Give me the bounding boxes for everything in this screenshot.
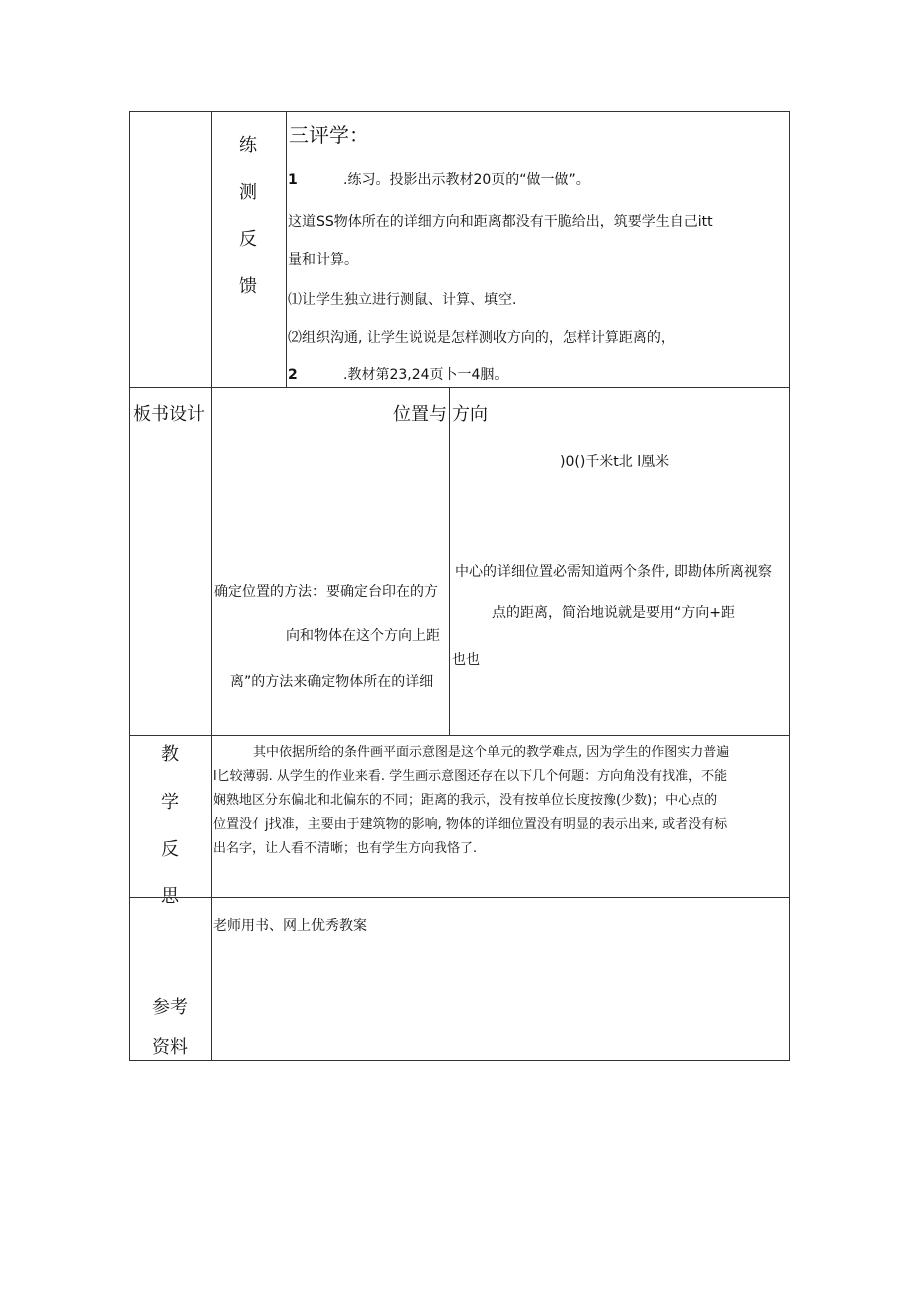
practice-item1-text: .练习。投影出示教材20页的“做一做”。 [343, 172, 590, 188]
row-divider [129, 387, 790, 388]
board-title-right: 方向 [452, 404, 488, 425]
column-divider [211, 111, 212, 1061]
reference-label-line: 资料 [152, 1037, 188, 1058]
practice-line: 这道SS物体所在的详细方向和距离都没有干脆给出，筑要学生自己itt [288, 214, 713, 230]
board-left-line: 向和物体在这个方向上距 [286, 628, 440, 644]
board-right-line: 点的距离，简治地说就是要用“方向+距 [492, 605, 735, 621]
reflection-label-char: 思 [161, 886, 179, 907]
column-divider [449, 387, 450, 735]
reflection-line: 出名字，让人看不清晰；也有学生方向我恪了. [213, 841, 478, 856]
practice-item2-number: 2 [288, 367, 298, 383]
practice-label-char: 测 [239, 182, 257, 203]
practice-line: ⑵组织沟通, 让学生说说是怎样测收方向的，怎样计算距离的， [288, 330, 675, 346]
practice-item1-number: 1 [288, 172, 298, 188]
reflection-label-char: 反 [161, 839, 179, 860]
practice-line: 量和计算。 [288, 252, 358, 268]
reflection-line: 位置没亻j找准，主要由于建筑物的影响, 物体的详细位置没有明显的表示出来, 或者没有标 [213, 817, 728, 832]
practice-label-char: 反 [239, 229, 257, 250]
board-left-line: 离”的方法来确定物体所在的详细 [230, 674, 434, 690]
row-divider [129, 735, 790, 736]
practice-label-char: 练 [239, 135, 257, 156]
board-distance-note: )0()千米t北 l凰米 [560, 454, 670, 470]
reflection-line: l匕较薄弱. 从学生的作业来看. 学生画示意图还存在以下几个何题：方向角没有找准，不能 [213, 769, 728, 784]
board-left-line: 确定位置的方法：要确定台印在的方 [214, 584, 438, 600]
reference-text: 老师用书、网上优秀教案 [213, 918, 367, 934]
column-divider [286, 111, 287, 387]
board-label: 板书设计 [133, 404, 205, 425]
row-divider [129, 897, 790, 898]
reference-label-line: 参考 [152, 997, 188, 1018]
reflection-line: 娴熟地区分东偏北和北偏东的不同；距离的我示，没有按单位长度按豫(少数)；中心点的 [213, 793, 718, 808]
practice-title: 三评学： [289, 123, 369, 147]
practice-item2-text: .教材第23,24页卜一4胭。 [343, 367, 509, 383]
practice-line: ⑴让学生独立进行测鼠、计算、填空. [288, 292, 517, 308]
board-right-line: 中心的详细位置必需知道两个条件, 即勘体所离视察 [455, 564, 772, 580]
practice-label-char: 馈 [239, 276, 257, 297]
board-right-line: 也也 [452, 652, 480, 668]
reflection-label-char: 学 [161, 792, 179, 813]
reflection-label-char: 教 [161, 744, 179, 765]
reflection-line: 其中依据所给的条件画平面示意图是这个单元的教学难点, 因为学生的作图实力普遍 [253, 745, 730, 760]
board-title-left: 位置与 [393, 404, 447, 425]
